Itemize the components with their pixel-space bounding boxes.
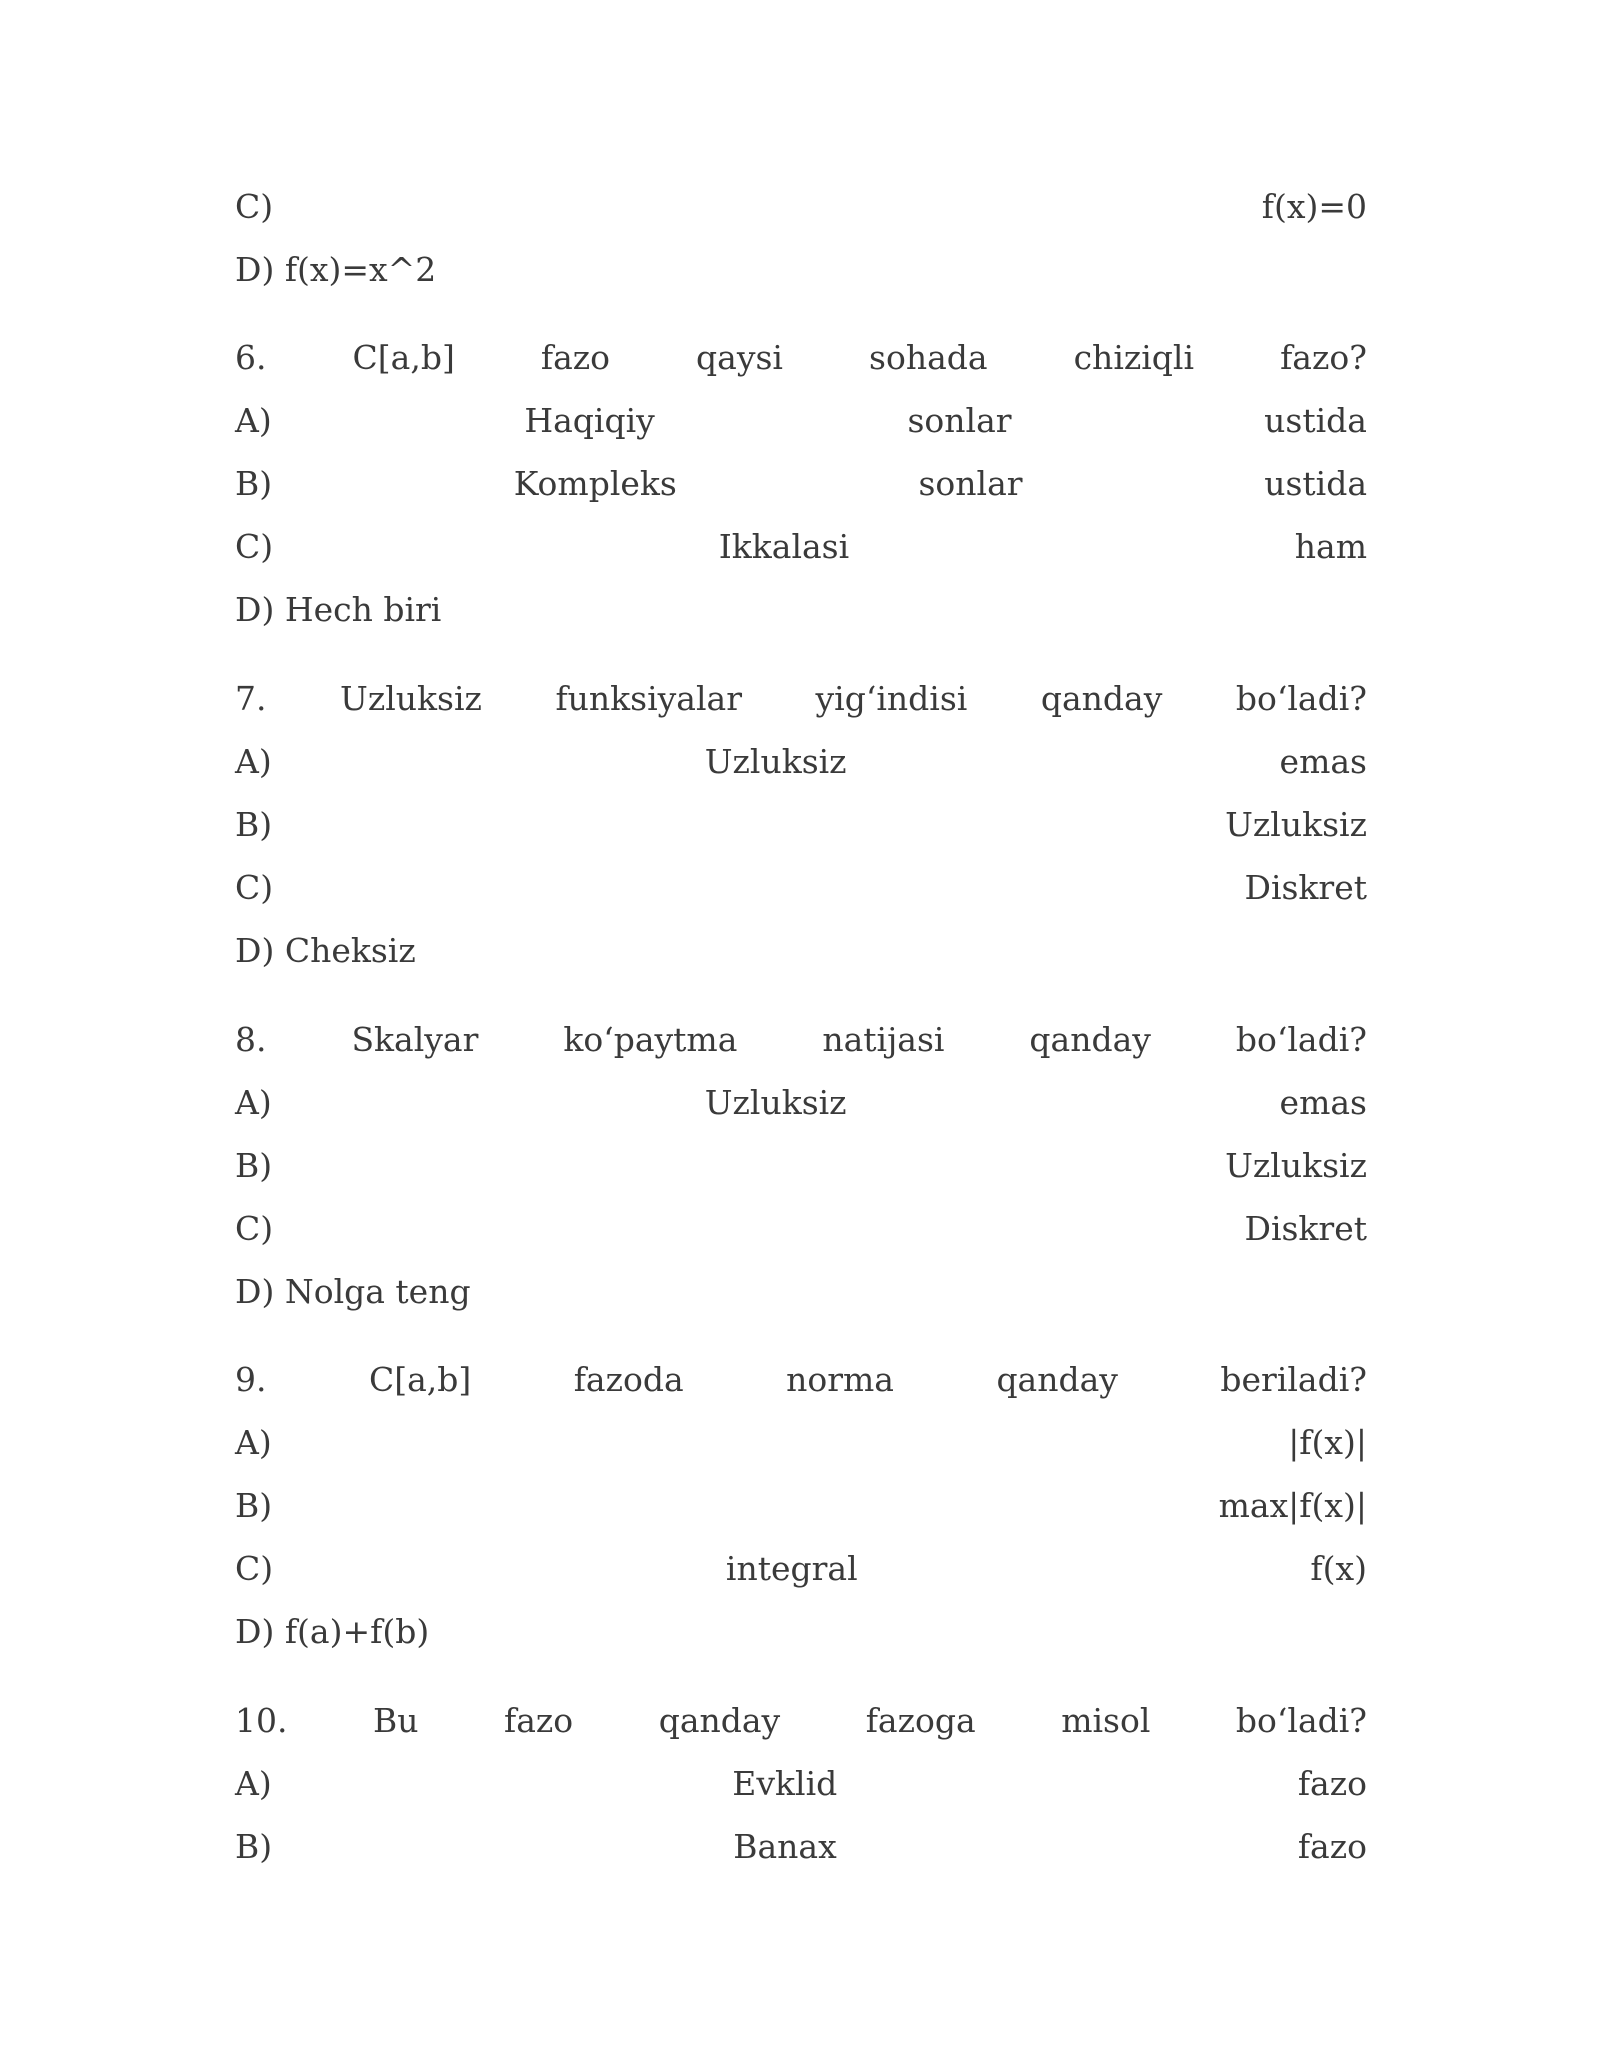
question-10-text: [235, 1696, 1367, 1746]
word: 8.: [235, 1020, 267, 1059]
question-6-text: [235, 333, 1367, 383]
word: qanday: [996, 1360, 1118, 1399]
word: |f(x)|: [1288, 1423, 1367, 1462]
word: fazo: [504, 1701, 574, 1740]
word: qanday: [1029, 1020, 1151, 1059]
word: bo‘ladi?: [1235, 679, 1367, 718]
word: Uzluksiz: [704, 1083, 847, 1122]
word: fazo: [540, 338, 611, 377]
word: Kompleks: [513, 464, 677, 503]
word: C): [235, 868, 274, 907]
word: D) f(a)+f(b): [235, 1612, 430, 1651]
word: chiziqli: [1073, 338, 1195, 377]
word: B): [235, 464, 273, 503]
question-9-option-d: [235, 1607, 1367, 1657]
word: Bu: [373, 1701, 419, 1740]
question-8-option-d: [235, 1267, 1367, 1317]
word: A): [235, 1423, 272, 1462]
word: ham: [1294, 527, 1367, 566]
word: ko‘paytma: [563, 1020, 738, 1059]
word: B): [235, 1486, 273, 1525]
word: bo‘ladi?: [1235, 1701, 1367, 1740]
word: integral: [725, 1549, 858, 1588]
word: Diskret: [1244, 1209, 1367, 1248]
word: funksiyalar: [555, 679, 742, 718]
word: Skalyar: [351, 1020, 479, 1059]
document-page: [235, 0, 1367, 2070]
word: Evklid: [732, 1764, 838, 1803]
word: D) Nolga teng: [235, 1272, 471, 1311]
word: misol: [1061, 1701, 1151, 1740]
word: A): [235, 401, 272, 440]
question-9-text: [235, 1355, 1367, 1405]
word: qanday: [658, 1701, 781, 1740]
word: qaysi: [696, 338, 783, 377]
question-10-option-a: [235, 1759, 1367, 1809]
word: D) Cheksiz: [235, 931, 416, 970]
word: fazoga: [865, 1701, 976, 1740]
word: C[a,b]: [352, 338, 455, 377]
word: beriladi?: [1220, 1360, 1367, 1399]
word: B): [235, 1146, 273, 1185]
word: A): [235, 1083, 272, 1122]
word: C[a,b]: [368, 1360, 472, 1399]
word: D) Hech biri: [235, 590, 442, 629]
word: f(x)=0: [1261, 187, 1367, 226]
question-6-option-c: [235, 522, 1367, 572]
question-6-option-d: [235, 585, 1367, 635]
word: Ikkalasi: [718, 527, 850, 566]
word: Uzluksiz: [1225, 1146, 1367, 1185]
word: emas: [1279, 1083, 1367, 1122]
word: f(x): [1310, 1549, 1367, 1588]
word: sonlar: [907, 401, 1012, 440]
word: A): [235, 742, 272, 781]
word: C): [235, 527, 274, 566]
word: emas: [1279, 742, 1367, 781]
word: bo‘ladi?: [1235, 1020, 1367, 1059]
word: B): [235, 1827, 273, 1866]
word: 7.: [235, 679, 267, 718]
word: ustida: [1264, 401, 1367, 440]
word: Uzluksiz: [1225, 805, 1367, 844]
word: yig‘indisi: [815, 679, 968, 718]
question-5-option-d: [235, 245, 1367, 295]
word: 9.: [235, 1360, 267, 1399]
question-9-option-b: [235, 1481, 1367, 1531]
question-6-option-a: [235, 396, 1367, 446]
word: sonlar: [918, 464, 1023, 503]
word: C): [235, 1209, 274, 1248]
word: C): [235, 1549, 274, 1588]
word: ustida: [1264, 464, 1367, 503]
word: A): [235, 1764, 272, 1803]
word: natijasi: [822, 1020, 945, 1059]
word: Haqiqiy: [524, 401, 655, 440]
question-8-option-c: [235, 1204, 1367, 1254]
word: D) f(x)=x^2: [235, 250, 437, 289]
question-9-option-a: [235, 1418, 1367, 1468]
question-9-option-c: [235, 1544, 1367, 1594]
question-8-text: [235, 1015, 1367, 1065]
word: qanday: [1040, 679, 1163, 718]
question-7-option-b: [235, 800, 1367, 850]
word: 10.: [235, 1701, 288, 1740]
word: sohada: [869, 338, 988, 377]
question-7-text: [235, 674, 1367, 724]
question-8-option-a: [235, 1078, 1367, 1128]
word: fazo: [1297, 1827, 1367, 1866]
word: Uzluksiz: [340, 679, 482, 718]
question-7-option-a: [235, 737, 1367, 787]
word: fazo: [1297, 1764, 1367, 1803]
question-10-option-b: [235, 1822, 1367, 1872]
word: fazo?: [1280, 338, 1367, 377]
word: 6.: [235, 338, 267, 377]
question-8-option-b: [235, 1141, 1367, 1191]
word: Uzluksiz: [704, 742, 847, 781]
word: C): [235, 187, 274, 226]
question-5-option-c: [235, 182, 1367, 232]
question-6-option-b: [235, 459, 1367, 509]
word: Diskret: [1244, 868, 1367, 907]
question-7-option-c: [235, 863, 1367, 913]
word: B): [235, 805, 273, 844]
word: fazoda: [573, 1360, 684, 1399]
word: Banax: [733, 1827, 837, 1866]
word: max|f(x)|: [1218, 1486, 1367, 1525]
question-7-option-d: [235, 926, 1367, 976]
word: norma: [786, 1360, 894, 1399]
